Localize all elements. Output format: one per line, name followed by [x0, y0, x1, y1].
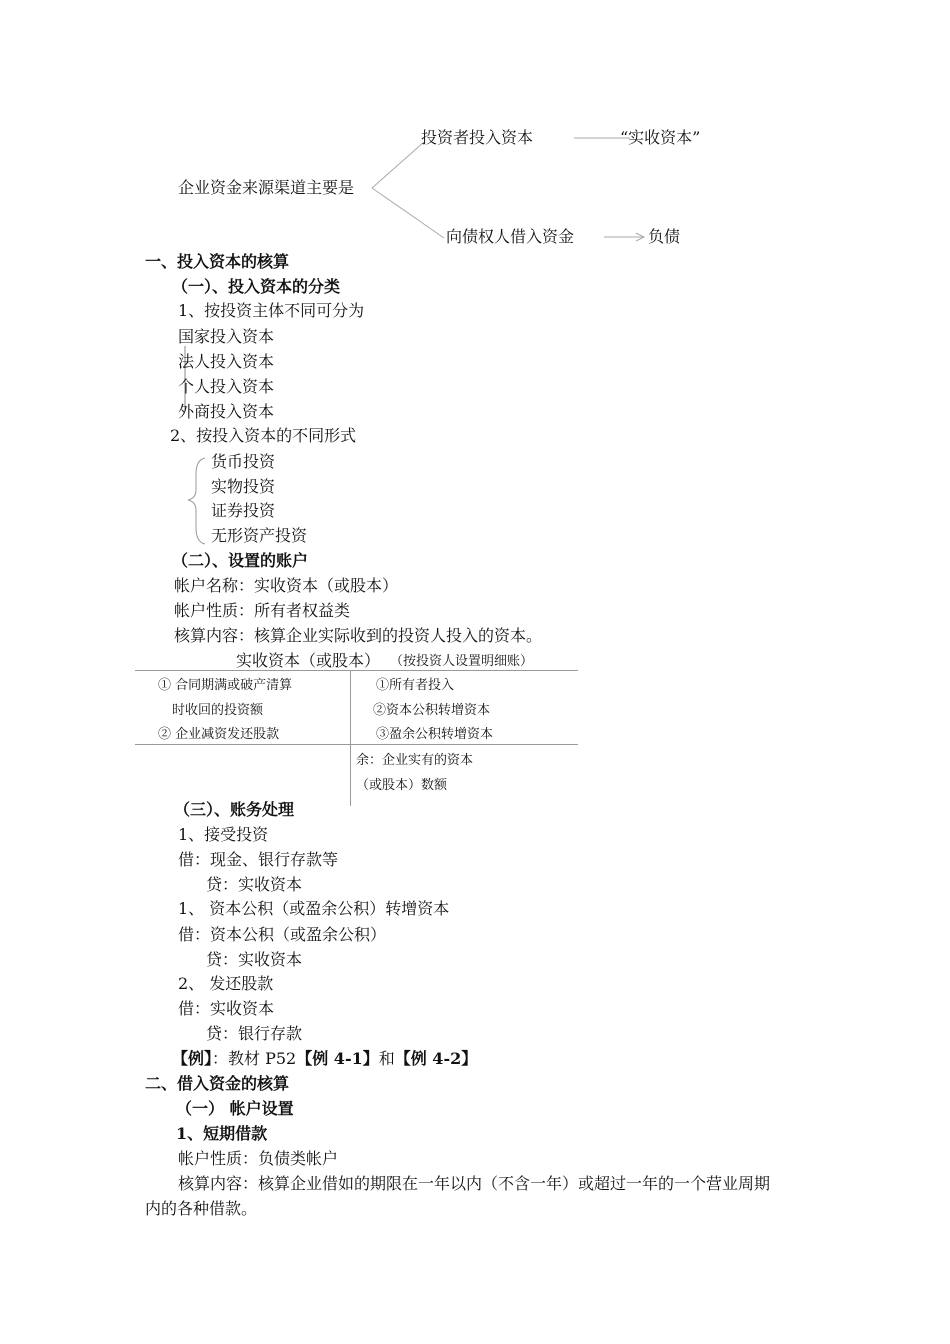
t-left-entry: 时收回的投资额	[172, 703, 264, 718]
t-account-divider	[350, 670, 351, 806]
example-line	[172, 1049, 477, 1069]
section1-title: 一、投入资本的核算	[145, 252, 290, 271]
t-account-note: （按投资人设置明细账）	[390, 654, 534, 669]
list2-item: 货币投资	[211, 452, 276, 471]
list2-item: 无形资产投资	[211, 526, 308, 545]
t-right-entry: ②资本公积转增资本	[373, 703, 491, 718]
t-account-title: 实收资本（或股本）	[236, 651, 381, 670]
diagram-branch-bottom-target: 负债	[648, 227, 681, 246]
journal-line: 贷：实收资本	[206, 875, 303, 894]
diagram-branch-top: 投资者投入资本	[421, 128, 534, 147]
journal-line: 借：现金、银行存款等	[178, 850, 339, 869]
example-label: 【例】	[172, 1049, 213, 1068]
journal-line: 借：资本公积（或盈余公积）	[178, 925, 387, 944]
section1-sub1-item1: 1、按投资主体不同可分为	[178, 301, 365, 320]
account-name-line: 帐户名称：实收资本（或股本）	[174, 576, 399, 595]
t-balance-line: 余：企业实有的资本	[356, 753, 474, 768]
section2-title: 二、借入资金的核算	[145, 1074, 290, 1093]
section1-sub1-title: （一）、投入资本的分类	[172, 277, 341, 296]
list1-item: 外商投入资本	[178, 402, 275, 421]
journal-line: 2、 发还股款	[178, 974, 274, 993]
t-left-entry: ① 合同期满或破产清算	[158, 678, 293, 693]
account-nature-line: 帐户性质：所有者权益类	[174, 601, 351, 620]
list2-item: 实物投资	[211, 477, 276, 496]
t-balance-line: （或股本）数额	[356, 778, 448, 793]
t-right-entry: ①所有者投入	[376, 678, 455, 693]
journal-line: 1、 资本公积（或盈余公积）转增资本	[178, 899, 450, 918]
section2-content-line: 核算内容：核算企业借如的期限在一年以内（不含一年）或超过一年的一个营业周期	[178, 1174, 771, 1193]
section2-sub1-title: （一） 帐户设置	[176, 1099, 294, 1118]
t-right-entry: ③盈余公积转增资本	[376, 727, 494, 742]
diagram-source: 企业资金来源渠道主要是	[178, 178, 355, 197]
section2-sub1-item: 1、短期借款	[176, 1124, 268, 1143]
diagram-branch-bottom: 向债权人借入资金	[446, 227, 575, 246]
t-left-entry: ② 企业减资发还股款	[158, 727, 280, 742]
section1-sub2-title: （二）、设置的账户	[172, 551, 309, 570]
list2-item: 证券投资	[211, 501, 276, 520]
t-account-top-line	[135, 670, 578, 671]
diagram-branch-top-target: “实收资本”	[620, 128, 701, 147]
example-text: 和	[378, 1049, 395, 1068]
journal-line: 借：实收资本	[178, 999, 275, 1018]
list1-item: 法人投入资本	[178, 352, 275, 371]
example-ref-2: 【例 4-2】	[394, 1049, 478, 1068]
journal-line: 1、接受投资	[178, 825, 269, 844]
journal-line: 贷：银行存款	[206, 1024, 303, 1043]
list1-item: 国家投入资本	[178, 327, 275, 346]
list1-item: 个人投入资本	[178, 377, 275, 396]
journal-line: 贷：实收资本	[206, 950, 303, 969]
section1-sub1-item2: 2、按投入资本的不同形式	[170, 426, 357, 445]
t-account-bottom-line	[135, 744, 578, 745]
section1-sub3-title: （三）、账务处理	[174, 800, 295, 819]
account-content-line: 核算内容：核算企业实际收到的投资人投入的资本。	[174, 626, 543, 645]
example-text: ：教材 P52	[212, 1049, 297, 1068]
example-ref-1: 【例 4-1】	[296, 1049, 379, 1068]
section2-content-line: 内的各种借款。	[145, 1199, 258, 1218]
section2-nature-line: 帐户性质：负债类帐户	[178, 1149, 339, 1168]
